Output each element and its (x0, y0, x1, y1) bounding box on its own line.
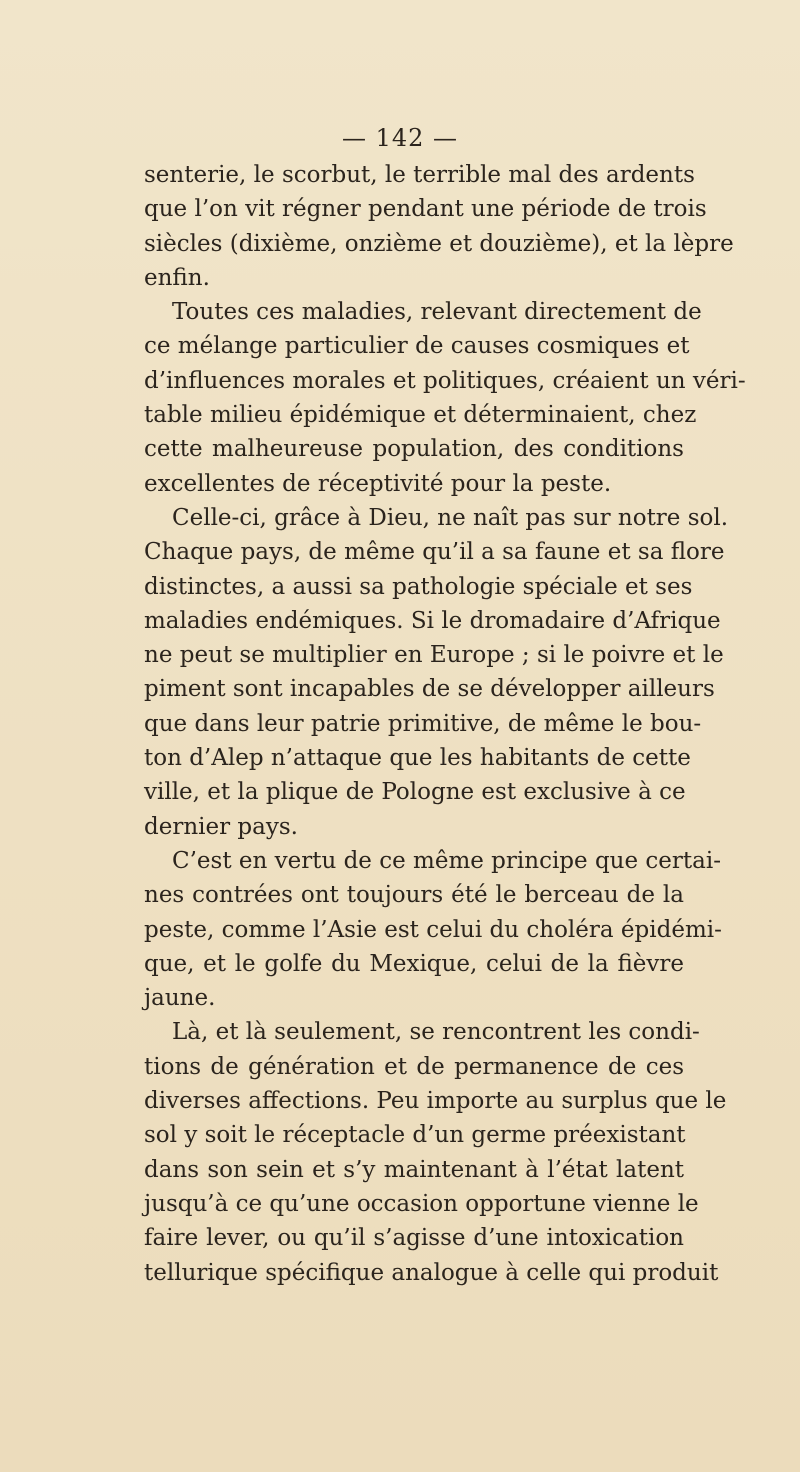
text-line: cette malheureuse population, des conditions (144, 436, 684, 463)
text-line: C’est en vertu de ce même principe que certai- (172, 847, 721, 874)
text-line: jusqu’à ce qu’une occasion opportune vienne le (144, 1190, 699, 1217)
text-line: ton d’Alep n’attaque que les habitants de cette (144, 745, 691, 772)
text-line: excellentes de réceptivité pour la peste. (144, 470, 612, 497)
text-line: que dans leur patrie primitive, de même le bou- (144, 710, 702, 737)
text-line: dernier pays. (144, 813, 298, 840)
text-line: ce mélange particulier de causes cosmiques et (144, 333, 690, 360)
text-line: Toutes ces maladies, relevant directement de (172, 299, 702, 326)
text-line: tions de génération et de permanence de ces (144, 1053, 684, 1080)
text-line: nes contrées ont toujours été le berceau de la (144, 882, 684, 909)
body-text (144, 158, 746, 1290)
text-line: enfin. (144, 264, 210, 291)
text-line: maladies endémiques. Si le dromadaire d’Afrique (144, 607, 721, 634)
text-line: peste, comme l’Asie est celui du choléra épidémi- (144, 916, 722, 943)
text-line: jaune. (144, 985, 216, 1012)
text-line: table milieu épidémique et déterminaient, chez (144, 402, 697, 429)
text-line: ne peut se multiplier en Europe ; si le poivre et le (144, 642, 724, 669)
text-line: siècles (dixième, onzième et douzième), et la lèpre (144, 230, 734, 257)
text-line: distinctes, a aussi sa pathologie spéciale et ses (144, 573, 693, 600)
text-line: dans son sein et s’y maintenant à l’état latent (144, 1156, 684, 1183)
text-line: piment sont incapables de se développer ailleurs (144, 676, 715, 703)
text-line: faire lever, ou qu’il s’agisse d’une intoxication (144, 1225, 684, 1252)
text-line: senterie, le scorbut, le terrible mal des ardents (144, 162, 695, 188)
text-line: que, et le golfe du Mexique, celui de la fièvre (144, 950, 684, 977)
text-line: Chaque pays, de même qu’il a sa faune et sa flore (144, 539, 725, 566)
page-number: — 142 — (341, 124, 459, 152)
text-line: d’influences morales et politiques, créaient un véri- (144, 367, 746, 394)
text-line: que l’on vit régner pendant une période de trois (144, 196, 707, 223)
text-line: ville, et la plique de Pologne est exclusive à ce (144, 779, 686, 806)
text-line: sol y soit le réceptacle d’un germe préexistant (144, 1122, 686, 1149)
text-line: diverses affections. Peu importe au surplus que le (144, 1088, 727, 1115)
text-line: tellurique spécifique analogue à celle qui produit (144, 1259, 719, 1286)
text-line: Celle-ci, grâce à Dieu, ne naît pas sur notre sol. (172, 504, 729, 531)
text-line: Là, et là seulement, se rencontrent les condi- (172, 1019, 700, 1046)
